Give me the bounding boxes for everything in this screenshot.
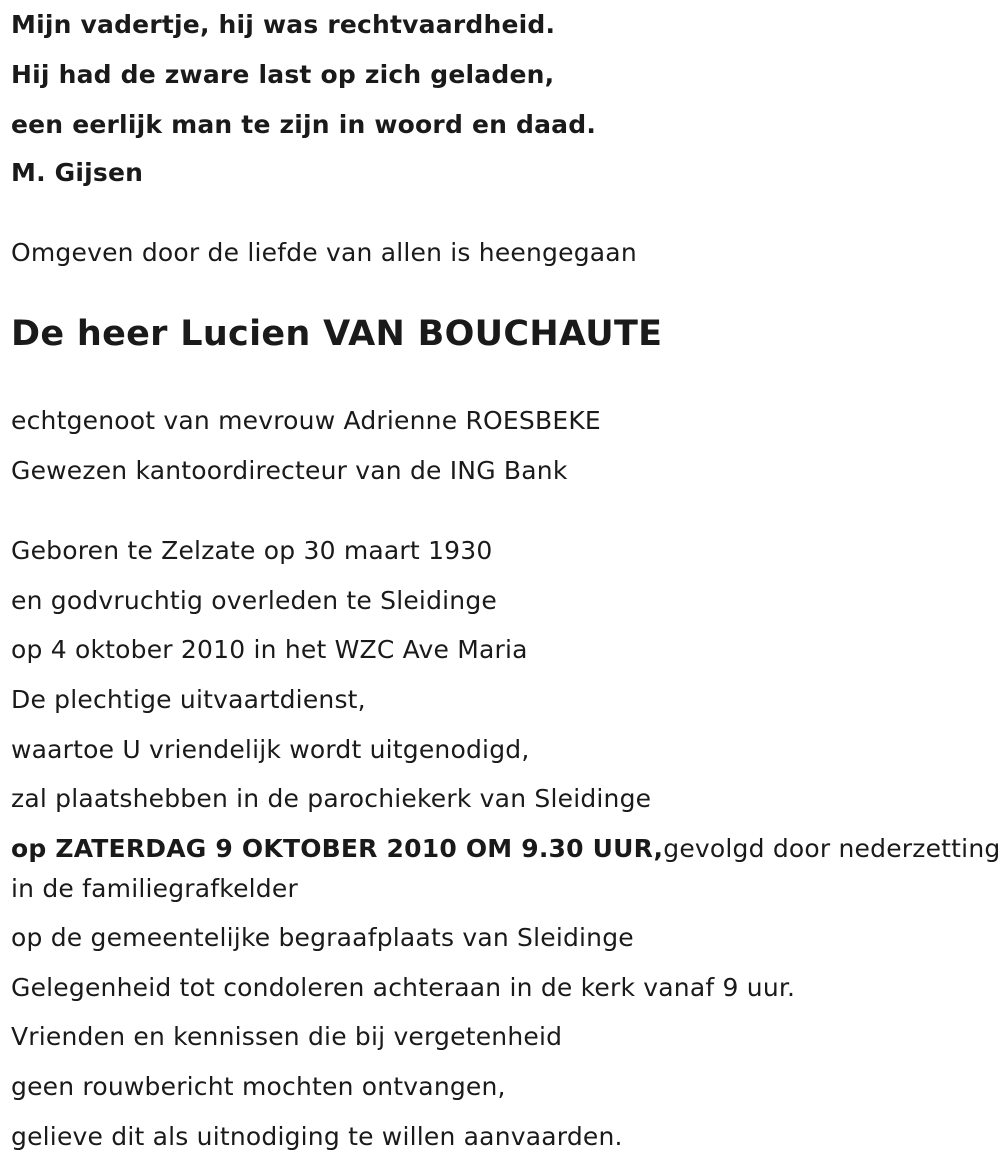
closing-line: Gelegenheid tot condoleren achteraan in de kerk vanaf 9 uur. xyxy=(11,973,796,1002)
deceased-name: De heer Lucien VAN BOUCHAUTE xyxy=(11,314,663,354)
intro-text: Omgeven door de liefde van allen is heengegaan xyxy=(11,238,637,267)
service-date-time: op ZATERDAG 9 OKTOBER 2010 OM 9.30 UUR, xyxy=(11,834,664,863)
closing-line: Vrienden en kennissen die bij vergetenheid xyxy=(11,1022,563,1051)
detail-line: waartoe U vriendelijk wordt uitgenodigd, xyxy=(11,735,530,764)
occupation-line: Gewezen kantoordirecteur van de ING Bank xyxy=(11,456,568,485)
service-continuation-line: in de familiegrafkelder xyxy=(11,874,298,903)
poem-line-2: Hij had de zware last op zich geladen, xyxy=(11,60,555,89)
poem-author: M. Gijsen xyxy=(11,158,144,187)
detail-line: zal plaatshebben in de parochiekerk van Sleidinge xyxy=(11,784,652,813)
detail-line: en godvruchtig overleden te Sleidinge xyxy=(11,586,497,615)
poem-line-1: Mijn vadertje, hij was rechtvaardheid. xyxy=(11,10,556,39)
poem-line-3: een eerlijk man te zijn in woord en daad. xyxy=(11,110,597,139)
detail-line: Geboren te Zelzate op 30 maart 1930 xyxy=(11,536,493,565)
closing-line: gelieve dit als uitnodiging te willen aanvaarden. xyxy=(11,1122,623,1151)
spouse-line: echtgenoot van mevrouw Adrienne ROESBEKE xyxy=(11,406,601,435)
closing-line: op de gemeentelijke begraafplaats van Sleidinge xyxy=(11,923,634,952)
service-continuation: gevolgd door nederzetting xyxy=(663,834,1000,863)
detail-line: De plechtige uitvaartdienst, xyxy=(11,685,366,714)
closing-line: geen rouwbericht mochten ontvangen, xyxy=(11,1072,506,1101)
service-line xyxy=(11,834,1000,864)
detail-line: op 4 oktober 2010 in het WZC Ave Maria xyxy=(11,635,528,664)
